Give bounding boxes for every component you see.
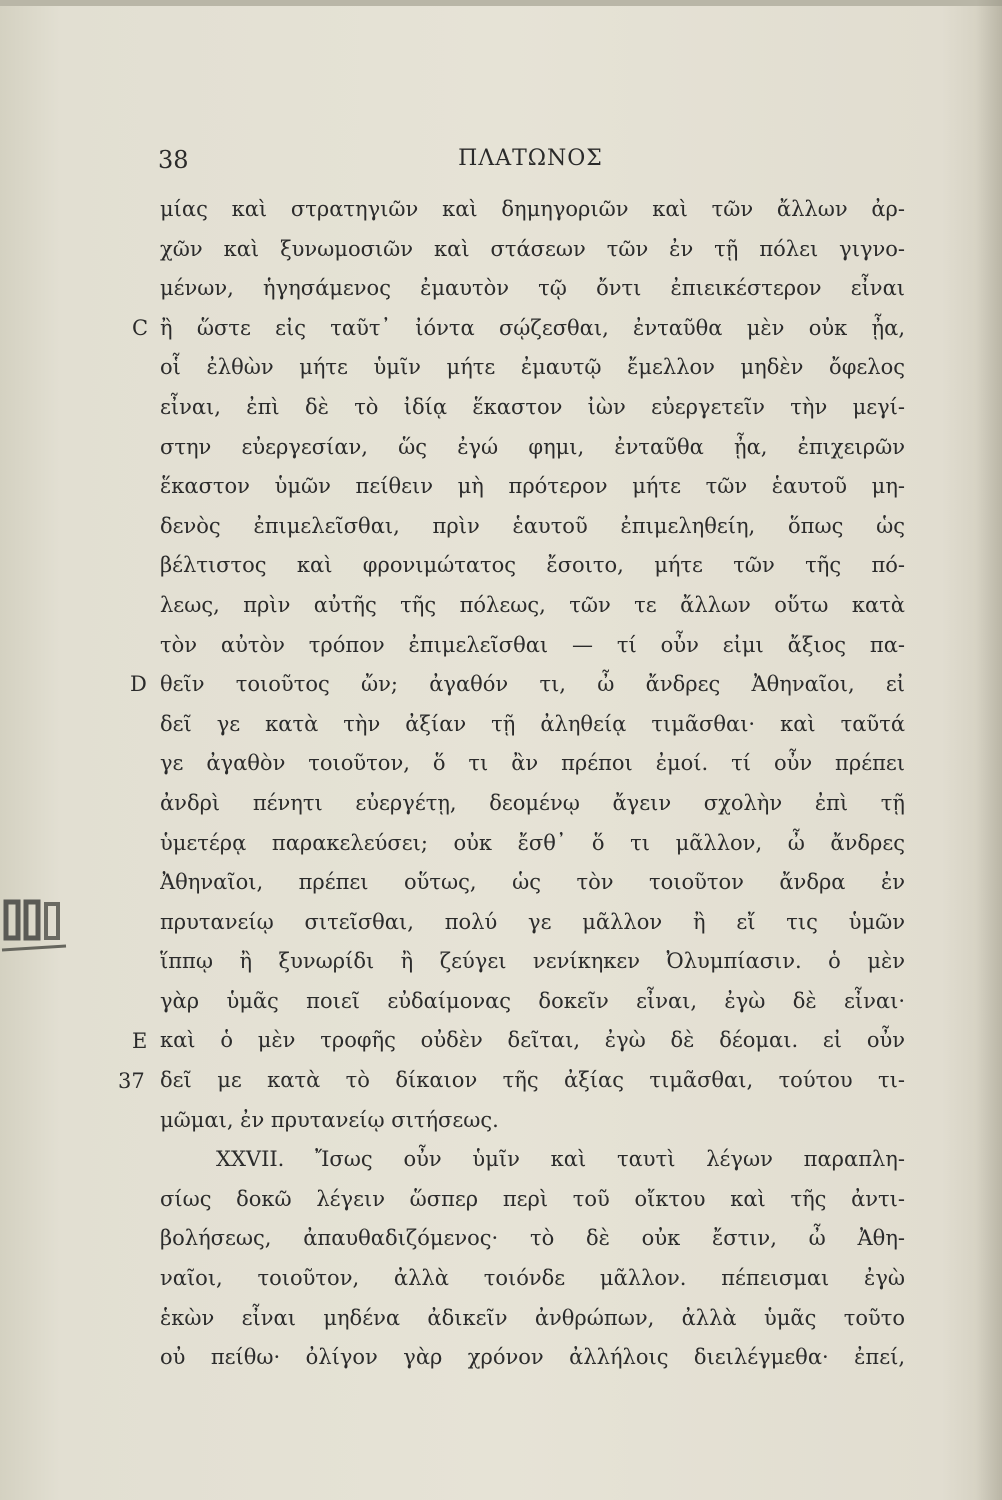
margin-marker-c: C: [132, 316, 149, 340]
running-title: ΠΛΑΤΩΝΟΣ: [458, 146, 603, 171]
text-line: ἢ ὥστε εἰς ταῦτ᾽ ἰόντα σῴζεσθαι, ἐνταῦθα μὲν οὐκ ᾖα,: [160, 315, 905, 340]
text-line: μῶμαι, ἐν πρυτανείῳ σιτήσεως.: [160, 1107, 499, 1132]
text-line: χῶν καὶ ξυνωμοσιῶν καὶ στάσεων τῶν ἐν τῇ πόλει γιγνο-: [160, 236, 905, 261]
text-line: δενὸς ἐπιμελεῖσθαι, πρὶν ἑαυτοῦ ἐπιμεληθείη, ὅπως ὡς: [160, 513, 905, 538]
text-line: οὐ πείθω· ὀλίγον γὰρ χρόνον ἀλλήλοις διειλέγμεθα· ἐπεί,: [160, 1345, 905, 1370]
text-line: σίως δοκῶ λέγειν ὥσπερ περὶ τοῦ οἴκτου καὶ τῆς ἀντι-: [160, 1186, 905, 1211]
text-line: βέλτιστος καὶ φρονιμώτατος ἔσοιτο, μήτε τῶν τῆς πό-: [160, 553, 905, 578]
text-line: βολήσεως, ἀπαυθαδιζόμενος· τὸ δὲ οὐκ ἔστιν, ὦ Ἀθη-: [160, 1226, 905, 1251]
pencil-mark-icon: [0, 898, 68, 960]
text-line: εἶναι, ἐπὶ δὲ τὸ ἰδίᾳ ἕκαστον ἰὼν εὐεργετεῖν τὴν μεγί-: [160, 394, 905, 419]
page-header: [158, 146, 903, 180]
text-line: δεῖ με κατὰ τὸ δίκαιον τῆς ἀξίας τιμᾶσθαι, τούτου τι-: [160, 1068, 905, 1093]
text-line: μίας καὶ στρατηγιῶν καὶ δημηγοριῶν καὶ τῶν ἄλλων ἀρ-: [160, 197, 905, 221]
text-line: γε ἀγαθὸν τοιοῦτον, ὅ τι ἂν πρέποι ἐμοί. τί οὖν πρέπει: [160, 751, 905, 776]
text-line: στην εὐεργεσίαν, ὥς ἐγώ φημι, ἐνταῦθα ᾖα, ἐπιχειρῶν: [160, 434, 905, 459]
margin-marker-d: D: [130, 672, 147, 696]
text-line: μένων, ἡγησάμενος ἐμαυτὸν τῷ ὄντι ἐπιεικέστερον εἶναι: [160, 276, 905, 301]
text-line: ἵππῳ ἢ ξυνωρίδι ἢ ζεύγει νενίκηκεν Ὀλυμπίασιν. ὁ μὲν: [160, 949, 905, 974]
text-line: ὑμετέρᾳ παρακελεύσει; οὐκ ἔσθ᾽ ὅ τι μᾶλλον, ὦ ἄνδρες: [160, 830, 905, 855]
text-line: ἕκαστον ὑμῶν πείθειν μὴ πρότερον μήτε τῶν ἑαυτοῦ μη-: [160, 474, 905, 499]
text-line: καὶ ὁ μὲν τροφῆς οὐδὲν δεῖται, ἐγὼ δὲ δέομαι. εἰ οὖν: [160, 1028, 905, 1053]
page-right-shadow: [976, 0, 1002, 1500]
text-line: Ἀθηναῖοι, πρέπει οὕτως, ὡς τὸν τοιοῦτον ἄνδρα ἐν: [160, 870, 905, 895]
text-line: δεῖ γε κατὰ τὴν ἀξίαν τῇ ἀληθείᾳ τιμᾶσθαι· καὶ ταῦτά: [160, 711, 905, 736]
text-line: οἷ ἐλθὼν μήτε ὑμῖν μήτε ἐμαυτῷ ἔμελλον μηδὲν ὄφελος: [160, 355, 905, 380]
text-line: τὸν αὐτὸν τρόπον ἐπιμελεῖσθαι — τί οὖν εἰμι ἄξιος πα-: [160, 632, 905, 657]
text-line: ἀνδρὶ πένητι εὐεργέτῃ, δεομένῳ ἄγειν σχολὴν ἐπὶ τῇ: [160, 790, 905, 815]
margin-line-number-37: 37: [118, 1069, 145, 1093]
page-top-edge: [0, 0, 1002, 6]
text-line: πρυτανείῳ σιτεῖσθαι, πολύ γε μᾶλλον ἢ εἴ τις ὑμῶν: [160, 909, 905, 934]
page-number: 38: [158, 146, 189, 174]
chapter-heading-line: XXVII. Ἴσως οὖν ὑμῖν καὶ ταυτὶ λέγων παραπλη-: [216, 1147, 905, 1172]
text-line: γὰρ ὑμᾶς ποιεῖ εὐδαίμονας δοκεῖν εἶναι, ἐγὼ δὲ εἶναι·: [160, 988, 905, 1013]
body-text: [160, 190, 905, 1378]
text-line: ἑκὼν εἶναι μηδένα ἀδικεῖν ἀνθρώπων, ἀλλὰ ὑμᾶς τοῦτο: [160, 1305, 905, 1330]
text-line: ναῖοι, τοιοῦτον, ἀλλὰ τοιόνδε μᾶλλον. πέπεισμαι ἐγὼ: [160, 1266, 905, 1291]
text-line: θεῖν τοιοῦτος ὤν; ἀγαθόν τι, ὦ ἄνδρες Ἀθηναῖοι, εἰ: [160, 672, 905, 697]
margin-marker-e: E: [132, 1029, 148, 1053]
text-line: λεως, πρὶν αὐτῆς τῆς πόλεως, τῶν τε ἄλλων οὕτω κατὰ: [160, 592, 905, 617]
